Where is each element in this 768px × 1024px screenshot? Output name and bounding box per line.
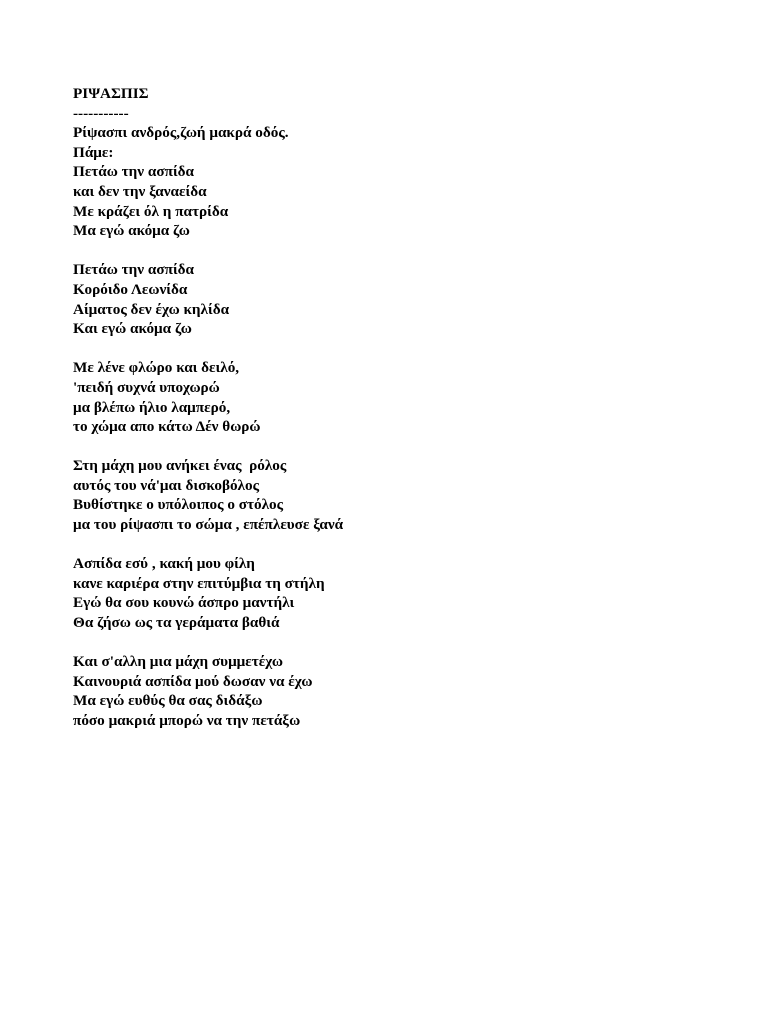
poem-line: Και σ'αλλη μια μάχη συμμετέχω	[73, 653, 283, 671]
poem-line: Βυθίστηκε ο υπόλοιπος ο στόλος	[73, 496, 284, 514]
title-divider: -----------	[73, 104, 129, 122]
poem-line: Αίματος δεν έχω κηλίδα	[73, 300, 230, 318]
poem-text	[73, 84, 723, 731]
poem-line: Θα ζήσω ως τα γεράματα βαθιά	[73, 614, 280, 632]
poem-line: 'πειδή συχνά υποχωρώ	[73, 378, 220, 396]
poem-line: Μα εγώ ακόμα ζω	[73, 222, 190, 240]
stanza	[73, 554, 723, 632]
stanza	[73, 358, 723, 436]
poem-line: πόσο μακριά μπορώ να την πετάξω	[73, 712, 301, 729]
poem-line: κανε καριέρα στην επιτύμβια τη στήλη	[73, 574, 325, 592]
poem-line: Ρίψασπι ανδρός,ζωή μακρά οδός.	[73, 124, 289, 142]
poem-line: Καινουριά ασπίδα μού δωσαν να έχω	[73, 672, 313, 690]
poem-line: Μα εγώ ευθύς θα σας διδάξω	[73, 692, 263, 710]
poem-line: Και εγώ ακόμα ζω	[73, 320, 192, 338]
poem-line: Με λένε φλώρο και δειλό,	[73, 359, 240, 377]
poem-line: Πετάω την ασπίδα	[73, 163, 195, 181]
poem-line: και δεν την ξαναείδα	[73, 182, 207, 200]
poem-line: αυτός του νά'μαι δισκοβόλος	[73, 476, 260, 494]
poem-line: Με κράζει όλ η πατρίδα	[73, 202, 229, 220]
poem-line: το χώμα απο κάτω Δέν θωρώ	[73, 418, 261, 436]
poem-line: Κορόιδο Λεωνίδα	[73, 280, 188, 298]
poem-line: Πετάω την ασπίδα	[73, 261, 195, 279]
poem-line: Πάμε:	[73, 143, 114, 161]
poem-title: ΡΙΨΑΣΠΙΣ	[73, 85, 149, 102]
stanza	[73, 260, 723, 338]
poem-line: Ασπίδα εσύ , κακή μου φίλη	[73, 555, 255, 573]
poem-line: μα βλέπω ήλιο λαμπερό,	[73, 398, 231, 416]
stanza	[73, 456, 723, 534]
title-stanza	[73, 84, 723, 241]
poem-line: Στη μάχη μου ανήκει ένας ρόλος	[73, 457, 287, 475]
poem-line: Εγώ θα σου κουνώ άσπρο μαντήλι	[73, 594, 295, 612]
stanza	[73, 652, 723, 730]
poem-line: μα του ρίψασπι το σώμα , επέπλευσε ξανά	[73, 516, 344, 534]
